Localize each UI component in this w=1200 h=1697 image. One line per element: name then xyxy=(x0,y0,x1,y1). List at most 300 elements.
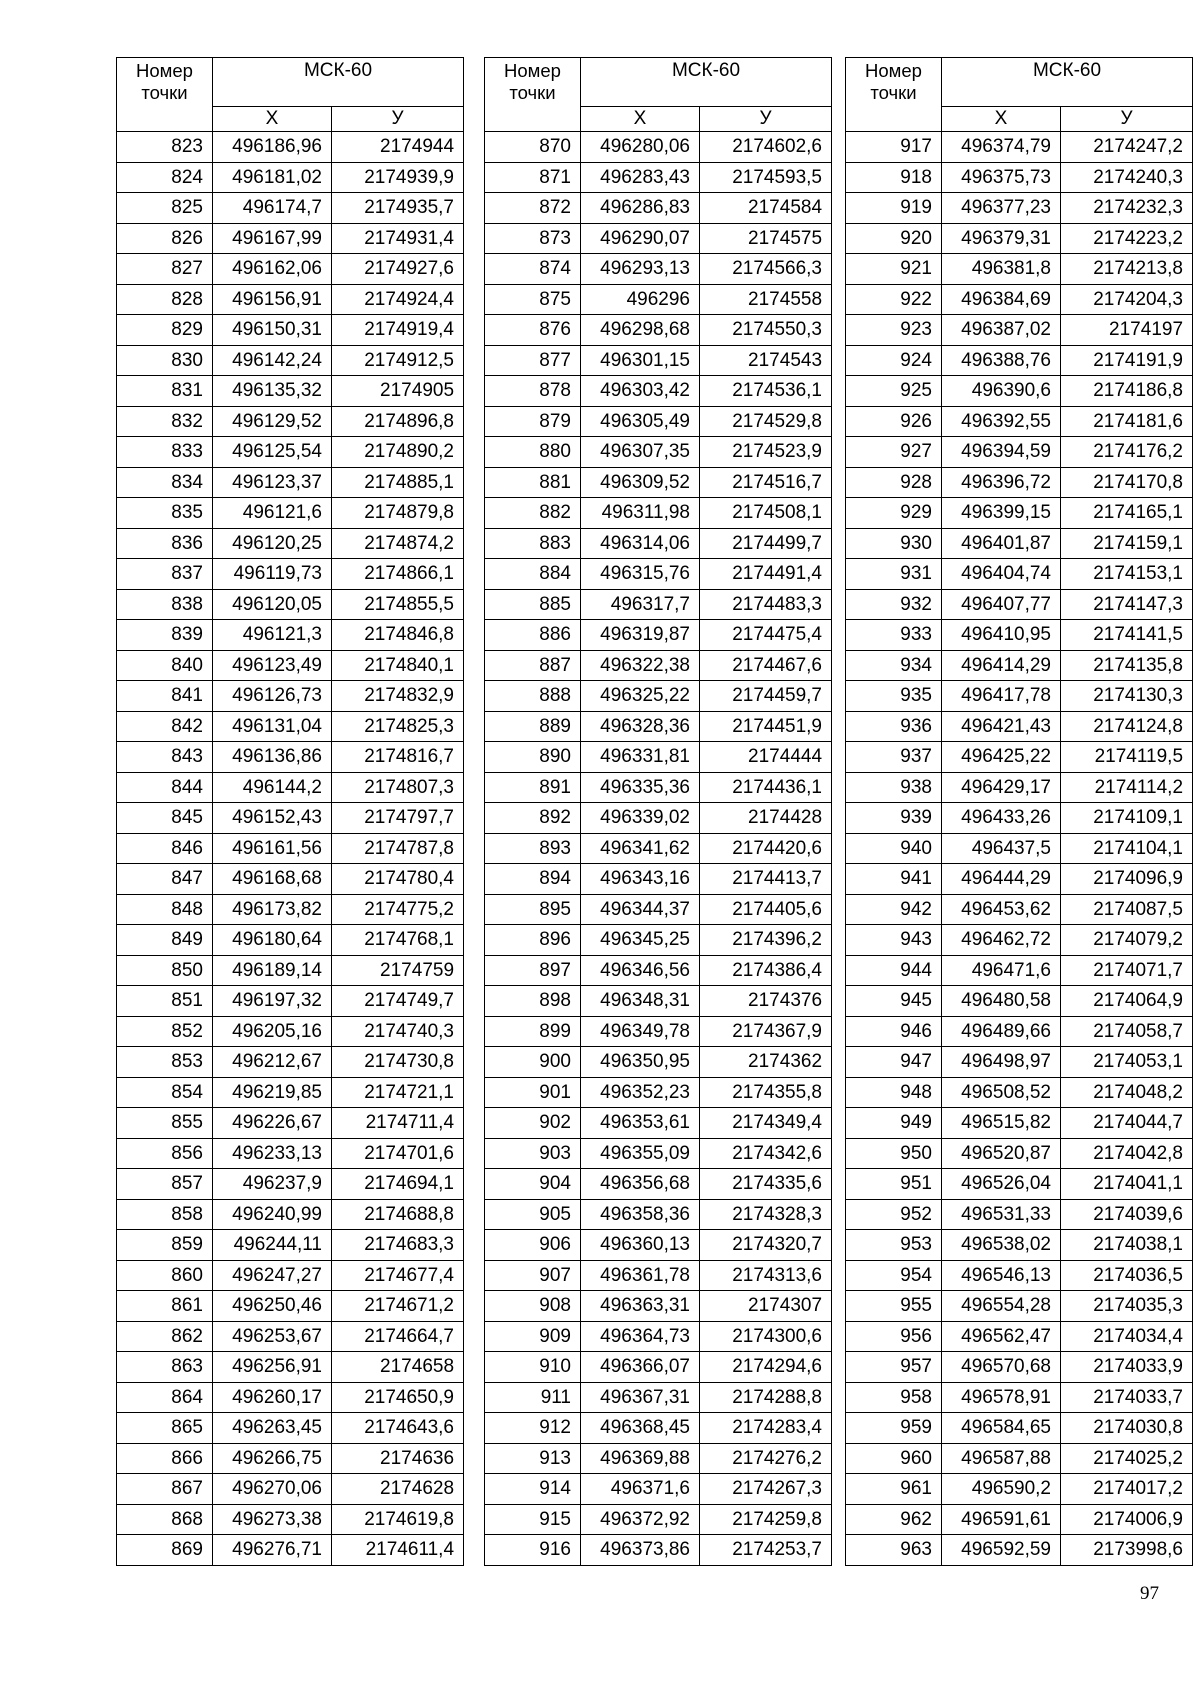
point-number-cell: 833 xyxy=(117,437,213,468)
point-number-cell: 875 xyxy=(485,284,581,315)
point-number-cell: 923 xyxy=(846,315,942,346)
table-row xyxy=(117,1504,464,1535)
x-coordinate-cell: 496379,31 xyxy=(942,223,1061,254)
table-row xyxy=(846,772,1193,803)
coordinate-system-header: МСК-60 xyxy=(581,58,832,107)
point-number-cell: 867 xyxy=(117,1474,213,1505)
table-row xyxy=(117,498,464,529)
y-coordinate-cell: 2174664,7 xyxy=(332,1321,464,1352)
x-coordinate-cell: 496152,43 xyxy=(213,803,332,834)
table-row xyxy=(485,162,832,193)
table-row xyxy=(117,376,464,407)
point-number-cell: 893 xyxy=(485,833,581,864)
page-number: 97 xyxy=(1140,1583,1159,1604)
x-coordinate-cell: 496345,25 xyxy=(581,925,700,956)
table-row xyxy=(485,559,832,590)
y-coordinate-cell: 2174349,4 xyxy=(700,1108,832,1139)
point-number-cell: 933 xyxy=(846,620,942,651)
x-coordinate-cell: 496280,06 xyxy=(581,132,700,163)
y-coordinate-cell: 2174204,3 xyxy=(1061,284,1193,315)
table-row xyxy=(485,986,832,1017)
x-coordinate-cell: 496121,6 xyxy=(213,498,332,529)
point-number-cell: 888 xyxy=(485,681,581,712)
point-number-cell: 854 xyxy=(117,1077,213,1108)
y-coordinate-cell: 2174033,7 xyxy=(1061,1382,1193,1413)
point-number-cell: 909 xyxy=(485,1321,581,1352)
table-row xyxy=(846,986,1193,1017)
y-axis-header: У xyxy=(332,107,464,132)
x-coordinate-cell: 496587,88 xyxy=(942,1443,1061,1474)
x-coordinate-cell: 496372,92 xyxy=(581,1504,700,1535)
x-coordinate-cell: 496590,2 xyxy=(942,1474,1061,1505)
x-coordinate-cell: 496358,36 xyxy=(581,1199,700,1230)
x-coordinate-cell: 496375,73 xyxy=(942,162,1061,193)
y-coordinate-cell: 2174079,2 xyxy=(1061,925,1193,956)
x-coordinate-cell: 496417,78 xyxy=(942,681,1061,712)
table-row xyxy=(117,132,464,163)
point-number-cell: 957 xyxy=(846,1352,942,1383)
point-number-cell: 828 xyxy=(117,284,213,315)
x-coordinate-cell: 496270,06 xyxy=(213,1474,332,1505)
table-row xyxy=(846,1047,1193,1078)
y-coordinate-cell: 2174935,7 xyxy=(332,193,464,224)
point-number-cell: 846 xyxy=(117,833,213,864)
x-coordinate-cell: 496126,73 xyxy=(213,681,332,712)
x-coordinate-cell: 496322,38 xyxy=(581,650,700,681)
table-row xyxy=(485,894,832,925)
y-coordinate-cell: 2174711,4 xyxy=(332,1108,464,1139)
table-row xyxy=(846,437,1193,468)
y-coordinate-cell: 2174355,8 xyxy=(700,1077,832,1108)
point-number-cell: 843 xyxy=(117,742,213,773)
y-coordinate-cell: 2174896,8 xyxy=(332,406,464,437)
x-coordinate-cell: 496363,31 xyxy=(581,1291,700,1322)
point-number-cell: 892 xyxy=(485,803,581,834)
table-row xyxy=(846,1382,1193,1413)
x-coordinate-cell: 496350,95 xyxy=(581,1047,700,1078)
point-number-cell: 889 xyxy=(485,711,581,742)
y-coordinate-cell: 2174459,7 xyxy=(700,681,832,712)
point-number-cell: 865 xyxy=(117,1413,213,1444)
point-number-cell: 891 xyxy=(485,772,581,803)
table-row xyxy=(117,864,464,895)
y-coordinate-cell: 2174529,8 xyxy=(700,406,832,437)
point-number-cell: 895 xyxy=(485,894,581,925)
point-number-cell: 853 xyxy=(117,1047,213,1078)
y-coordinate-cell: 2174307 xyxy=(700,1291,832,1322)
x-coordinate-cell: 496303,42 xyxy=(581,376,700,407)
y-coordinate-cell: 2174905 xyxy=(332,376,464,407)
y-coordinate-cell: 2174042,8 xyxy=(1061,1138,1193,1169)
table-row xyxy=(485,1108,832,1139)
table-row xyxy=(846,162,1193,193)
point-number-cell: 915 xyxy=(485,1504,581,1535)
point-number-cell: 931 xyxy=(846,559,942,590)
x-coordinate-cell: 496286,83 xyxy=(581,193,700,224)
table-row xyxy=(485,711,832,742)
point-number-cell: 926 xyxy=(846,406,942,437)
point-number-cell: 882 xyxy=(485,498,581,529)
x-coordinate-cell: 496123,49 xyxy=(213,650,332,681)
point-number-cell: 948 xyxy=(846,1077,942,1108)
table-row xyxy=(846,925,1193,956)
y-coordinate-cell: 2174087,5 xyxy=(1061,894,1193,925)
point-number-cell: 930 xyxy=(846,528,942,559)
y-coordinate-cell: 2174405,6 xyxy=(700,894,832,925)
x-coordinate-cell: 496591,61 xyxy=(942,1504,1061,1535)
point-number-cell: 918 xyxy=(846,162,942,193)
y-coordinate-cell: 2174135,8 xyxy=(1061,650,1193,681)
y-coordinate-cell: 2174386,4 xyxy=(700,955,832,986)
y-coordinate-cell: 2174701,6 xyxy=(332,1138,464,1169)
y-coordinate-cell: 2174147,3 xyxy=(1061,589,1193,620)
point-number-cell: 835 xyxy=(117,498,213,529)
table-row xyxy=(117,955,464,986)
point-number-cell: 898 xyxy=(485,986,581,1017)
point-number-cell: 834 xyxy=(117,467,213,498)
y-coordinate-cell: 2174671,2 xyxy=(332,1291,464,1322)
table-row xyxy=(846,1352,1193,1383)
y-coordinate-cell: 2174491,4 xyxy=(700,559,832,590)
point-number-cell: 924 xyxy=(846,345,942,376)
point-number-header: Номер точки xyxy=(846,58,942,132)
table-row xyxy=(846,894,1193,925)
x-coordinate-cell: 496356,68 xyxy=(581,1169,700,1200)
point-number-cell: 870 xyxy=(485,132,581,163)
x-coordinate-cell: 496131,04 xyxy=(213,711,332,742)
x-coordinate-cell: 496219,85 xyxy=(213,1077,332,1108)
table-row xyxy=(846,1321,1193,1352)
point-number-cell: 944 xyxy=(846,955,942,986)
point-number-cell: 880 xyxy=(485,437,581,468)
point-number-cell: 894 xyxy=(485,864,581,895)
x-coordinate-cell: 496364,73 xyxy=(581,1321,700,1352)
x-axis-header: Х xyxy=(942,107,1061,132)
y-coordinate-cell: 2174919,4 xyxy=(332,315,464,346)
x-coordinate-cell: 496489,66 xyxy=(942,1016,1061,1047)
y-coordinate-cell: 2174536,1 xyxy=(700,376,832,407)
x-coordinate-cell: 496373,86 xyxy=(581,1535,700,1566)
x-coordinate-cell: 496421,43 xyxy=(942,711,1061,742)
x-coordinate-cell: 496462,72 xyxy=(942,925,1061,956)
point-number-cell: 945 xyxy=(846,986,942,1017)
point-number-cell: 905 xyxy=(485,1199,581,1230)
table-row xyxy=(846,467,1193,498)
y-coordinate-cell: 2174885,1 xyxy=(332,467,464,498)
table-row xyxy=(117,1535,464,1566)
x-coordinate-cell: 496317,7 xyxy=(581,589,700,620)
point-number-cell: 906 xyxy=(485,1230,581,1261)
x-coordinate-cell: 496355,09 xyxy=(581,1138,700,1169)
y-coordinate-cell: 2174247,2 xyxy=(1061,132,1193,163)
x-coordinate-cell: 496250,46 xyxy=(213,1291,332,1322)
point-number-cell: 877 xyxy=(485,345,581,376)
table-row xyxy=(846,1504,1193,1535)
x-coordinate-cell: 496562,47 xyxy=(942,1321,1061,1352)
y-coordinate-cell: 2174516,7 xyxy=(700,467,832,498)
x-coordinate-cell: 496346,56 xyxy=(581,955,700,986)
x-coordinate-cell: 496360,13 xyxy=(581,1230,700,1261)
x-coordinate-cell: 496162,06 xyxy=(213,254,332,285)
table-row xyxy=(117,1321,464,1352)
y-axis-header: У xyxy=(1061,107,1193,132)
y-coordinate-cell: 2174035,3 xyxy=(1061,1291,1193,1322)
table-row xyxy=(485,1535,832,1566)
point-number-cell: 831 xyxy=(117,376,213,407)
point-number-cell: 886 xyxy=(485,620,581,651)
x-coordinate-cell: 496437,5 xyxy=(942,833,1061,864)
x-coordinate-cell: 496368,45 xyxy=(581,1413,700,1444)
table-row xyxy=(846,559,1193,590)
point-number-cell: 874 xyxy=(485,254,581,285)
point-number-cell: 916 xyxy=(485,1535,581,1566)
y-coordinate-cell: 2174197 xyxy=(1061,315,1193,346)
y-coordinate-cell: 2174039,6 xyxy=(1061,1199,1193,1230)
table-row xyxy=(485,1504,832,1535)
table-row xyxy=(846,803,1193,834)
x-coordinate-cell: 496186,96 xyxy=(213,132,332,163)
x-coordinate-cell: 496301,15 xyxy=(581,345,700,376)
y-coordinate-cell: 2174367,9 xyxy=(700,1016,832,1047)
point-number-cell: 859 xyxy=(117,1230,213,1261)
table-row xyxy=(117,1260,464,1291)
x-coordinate-cell: 496174,7 xyxy=(213,193,332,224)
x-coordinate-cell: 496410,95 xyxy=(942,620,1061,651)
y-coordinate-cell: 2174071,7 xyxy=(1061,955,1193,986)
y-coordinate-cell: 2174483,3 xyxy=(700,589,832,620)
x-coordinate-cell: 496237,9 xyxy=(213,1169,332,1200)
point-number-cell: 850 xyxy=(117,955,213,986)
x-coordinate-cell: 496429,17 xyxy=(942,772,1061,803)
point-number-cell: 959 xyxy=(846,1413,942,1444)
point-number-cell: 932 xyxy=(846,589,942,620)
y-coordinate-cell: 2174276,2 xyxy=(700,1443,832,1474)
table-row xyxy=(846,833,1193,864)
y-coordinate-cell: 2174584 xyxy=(700,193,832,224)
table-row xyxy=(485,589,832,620)
y-coordinate-cell: 2174048,2 xyxy=(1061,1077,1193,1108)
point-number-cell: 955 xyxy=(846,1291,942,1322)
table-row xyxy=(117,254,464,285)
x-coordinate-cell: 496331,81 xyxy=(581,742,700,773)
point-number-cell: 878 xyxy=(485,376,581,407)
point-number-cell: 840 xyxy=(117,650,213,681)
point-number-header: Номер точки xyxy=(117,58,213,132)
point-number-cell: 928 xyxy=(846,467,942,498)
table-row xyxy=(846,1413,1193,1444)
y-coordinate-cell: 2174044,7 xyxy=(1061,1108,1193,1139)
point-number-cell: 863 xyxy=(117,1352,213,1383)
x-coordinate-cell: 496352,23 xyxy=(581,1077,700,1108)
y-coordinate-cell: 2174543 xyxy=(700,345,832,376)
table-row xyxy=(485,1260,832,1291)
x-coordinate-cell: 496244,11 xyxy=(213,1230,332,1261)
x-coordinate-cell: 496305,49 xyxy=(581,406,700,437)
table-row xyxy=(485,803,832,834)
x-coordinate-cell: 496150,31 xyxy=(213,315,332,346)
table-row xyxy=(117,986,464,1017)
table-row xyxy=(117,162,464,193)
y-coordinate-cell: 2174259,8 xyxy=(700,1504,832,1535)
point-number-cell: 872 xyxy=(485,193,581,224)
y-coordinate-cell: 2174436,1 xyxy=(700,772,832,803)
y-coordinate-cell: 2174866,1 xyxy=(332,559,464,590)
point-number-cell: 849 xyxy=(117,925,213,956)
table-row xyxy=(117,559,464,590)
y-coordinate-cell: 2174797,7 xyxy=(332,803,464,834)
point-number-cell: 885 xyxy=(485,589,581,620)
point-number-cell: 904 xyxy=(485,1169,581,1200)
table-row xyxy=(485,315,832,346)
x-coordinate-cell: 496328,36 xyxy=(581,711,700,742)
point-number-cell: 873 xyxy=(485,223,581,254)
table-row xyxy=(846,284,1193,315)
x-coordinate-cell: 496348,31 xyxy=(581,986,700,1017)
y-coordinate-cell: 2174467,6 xyxy=(700,650,832,681)
y-coordinate-cell: 2174064,9 xyxy=(1061,986,1193,1017)
point-number-cell: 832 xyxy=(117,406,213,437)
y-coordinate-cell: 2174944 xyxy=(332,132,464,163)
table-row xyxy=(117,742,464,773)
table-row xyxy=(485,864,832,895)
table-row xyxy=(485,742,832,773)
y-coordinate-cell: 2174253,7 xyxy=(700,1535,832,1566)
point-number-cell: 925 xyxy=(846,376,942,407)
x-coordinate-cell: 496205,16 xyxy=(213,1016,332,1047)
x-coordinate-cell: 496135,32 xyxy=(213,376,332,407)
point-number-cell: 887 xyxy=(485,650,581,681)
x-coordinate-cell: 496384,69 xyxy=(942,284,1061,315)
x-coordinate-cell: 496444,29 xyxy=(942,864,1061,895)
x-coordinate-cell: 496392,55 xyxy=(942,406,1061,437)
point-number-cell: 829 xyxy=(117,315,213,346)
table-row xyxy=(846,864,1193,895)
x-coordinate-cell: 496341,62 xyxy=(581,833,700,864)
y-coordinate-cell: 2174096,9 xyxy=(1061,864,1193,895)
x-coordinate-cell: 496325,22 xyxy=(581,681,700,712)
point-number-cell: 936 xyxy=(846,711,942,742)
point-number-cell: 852 xyxy=(117,1016,213,1047)
y-coordinate-cell: 2174499,7 xyxy=(700,528,832,559)
y-coordinate-cell: 2174038,1 xyxy=(1061,1230,1193,1261)
y-coordinate-cell: 2174677,4 xyxy=(332,1260,464,1291)
table-row xyxy=(485,1138,832,1169)
table-row xyxy=(485,1413,832,1444)
point-number-cell: 961 xyxy=(846,1474,942,1505)
point-number-cell: 866 xyxy=(117,1443,213,1474)
y-coordinate-cell: 2174740,3 xyxy=(332,1016,464,1047)
x-coordinate-cell: 496276,71 xyxy=(213,1535,332,1566)
point-number-header: Номер точки xyxy=(485,58,581,132)
point-number-cell: 908 xyxy=(485,1291,581,1322)
point-number-cell: 954 xyxy=(846,1260,942,1291)
y-coordinate-cell: 2174927,6 xyxy=(332,254,464,285)
point-number-cell: 900 xyxy=(485,1047,581,1078)
point-number-cell: 869 xyxy=(117,1535,213,1566)
x-coordinate-cell: 496498,97 xyxy=(942,1047,1061,1078)
table-row xyxy=(485,681,832,712)
x-coordinate-cell: 496315,76 xyxy=(581,559,700,590)
x-coordinate-cell: 496120,25 xyxy=(213,528,332,559)
point-number-cell: 946 xyxy=(846,1016,942,1047)
x-coordinate-cell: 496592,59 xyxy=(942,1535,1061,1566)
table-row xyxy=(117,1016,464,1047)
point-number-cell: 901 xyxy=(485,1077,581,1108)
table-row xyxy=(485,772,832,803)
table-row xyxy=(117,406,464,437)
y-coordinate-cell: 2174683,3 xyxy=(332,1230,464,1261)
point-number-cell: 903 xyxy=(485,1138,581,1169)
point-number-cell: 962 xyxy=(846,1504,942,1535)
table-row xyxy=(846,1260,1193,1291)
table-row xyxy=(117,1443,464,1474)
table-row xyxy=(846,1077,1193,1108)
x-coordinate-cell: 496377,23 xyxy=(942,193,1061,224)
point-number-cell: 876 xyxy=(485,315,581,346)
y-coordinate-cell: 2174362 xyxy=(700,1047,832,1078)
point-number-cell: 857 xyxy=(117,1169,213,1200)
point-number-cell: 937 xyxy=(846,742,942,773)
x-coordinate-cell: 496247,27 xyxy=(213,1260,332,1291)
table-row xyxy=(485,132,832,163)
point-number-cell: 826 xyxy=(117,223,213,254)
y-coordinate-cell: 2174413,7 xyxy=(700,864,832,895)
table-row xyxy=(117,681,464,712)
table-row xyxy=(846,1108,1193,1139)
point-number-cell: 864 xyxy=(117,1382,213,1413)
x-coordinate-cell: 496471,6 xyxy=(942,955,1061,986)
table-row xyxy=(117,620,464,651)
x-coordinate-cell: 496256,91 xyxy=(213,1352,332,1383)
x-coordinate-cell: 496197,32 xyxy=(213,986,332,1017)
x-coordinate-cell: 496349,78 xyxy=(581,1016,700,1047)
y-coordinate-cell: 2174650,9 xyxy=(332,1382,464,1413)
coordinate-system-header: МСК-60 xyxy=(213,58,464,107)
point-number-cell: 879 xyxy=(485,406,581,437)
y-coordinate-cell: 2174232,3 xyxy=(1061,193,1193,224)
y-coordinate-cell: 2174025,2 xyxy=(1061,1443,1193,1474)
x-coordinate-cell: 496404,74 xyxy=(942,559,1061,590)
x-coordinate-cell: 496371,6 xyxy=(581,1474,700,1505)
x-coordinate-cell: 496120,05 xyxy=(213,589,332,620)
table-row xyxy=(485,223,832,254)
table-row xyxy=(117,1413,464,1444)
table-row xyxy=(485,833,832,864)
table-row xyxy=(117,193,464,224)
x-coordinate-cell: 496161,56 xyxy=(213,833,332,864)
x-coordinate-cell: 496266,75 xyxy=(213,1443,332,1474)
table-row xyxy=(846,1016,1193,1047)
y-coordinate-cell: 2174186,8 xyxy=(1061,376,1193,407)
x-coordinate-cell: 496307,35 xyxy=(581,437,700,468)
table-row xyxy=(117,1199,464,1230)
point-number-cell: 934 xyxy=(846,650,942,681)
x-coordinate-cell: 496554,28 xyxy=(942,1291,1061,1322)
table-row xyxy=(117,1352,464,1383)
y-coordinate-cell: 2174036,5 xyxy=(1061,1260,1193,1291)
table-row xyxy=(117,650,464,681)
table-row xyxy=(117,1382,464,1413)
y-coordinate-cell: 2174825,3 xyxy=(332,711,464,742)
y-coordinate-cell: 2174033,9 xyxy=(1061,1352,1193,1383)
y-axis-header: У xyxy=(700,107,832,132)
point-number-cell: 921 xyxy=(846,254,942,285)
y-coordinate-cell: 2174628 xyxy=(332,1474,464,1505)
table-row xyxy=(117,437,464,468)
x-coordinate-cell: 496531,33 xyxy=(942,1199,1061,1230)
point-number-cell: 919 xyxy=(846,193,942,224)
point-number-cell: 942 xyxy=(846,894,942,925)
